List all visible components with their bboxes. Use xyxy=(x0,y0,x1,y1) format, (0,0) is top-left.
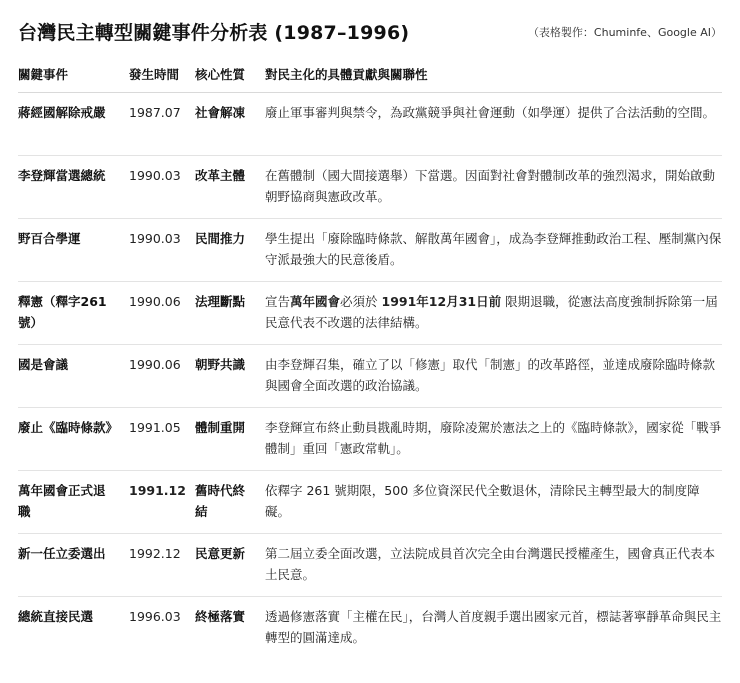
desc-text: 必須於 xyxy=(340,293,382,309)
contribution-cell: 廢止軍事審判與禁令，為政黨競爭與社會運動（如學運）提供了合法活動的空間。 xyxy=(261,92,722,155)
time-cell: 1991.12 xyxy=(129,470,195,533)
header xyxy=(18,14,722,48)
time-cell: 1991.05 xyxy=(129,407,195,470)
event-cell: 釋憲（釋字261號） xyxy=(18,281,129,344)
table-row xyxy=(18,218,722,281)
page-title: 台灣民主轉型關鍵事件分析表 (1987–1996) xyxy=(18,22,410,44)
event-cell: 國是會議 xyxy=(18,344,129,407)
time-cell: 1990.03 xyxy=(129,218,195,281)
event-cell: 廢止《臨時條款》 xyxy=(18,407,129,470)
time-cell: 1996.03 xyxy=(129,608,181,624)
credit-note: （表格製作：Chuminfe、Google AI） xyxy=(527,26,722,39)
nature-cell: 舊時代終結 xyxy=(195,470,261,533)
nature-cell: 法理斷點 xyxy=(195,281,261,344)
time-cell: 1987.07 xyxy=(129,92,195,155)
events-table xyxy=(18,56,722,659)
event-cell: 新一任立委選出 xyxy=(18,533,129,596)
event-cell: 蔣經國解除戒嚴 xyxy=(18,92,129,155)
desc-emphasis: 1991年12月31日前 xyxy=(381,293,502,309)
desc-emphasis: 萬年國會 xyxy=(290,293,341,309)
table-row xyxy=(18,596,722,659)
contribution-cell: 由李登輝召集，確立了以「修憲」取代「制憲」的改革路徑，並達成廢除臨時條款與國會全面改選的政治協議。 xyxy=(261,344,722,407)
nature-cell: 終極落實 xyxy=(195,608,246,624)
table-row xyxy=(18,92,722,155)
contribution-cell: 第二屆立委全面改選，立法院成員首次完全由台灣選民授權產生，國會真正代表本土民意。 xyxy=(261,533,722,596)
nature-cell: 朝野共識 xyxy=(195,344,261,407)
desc-text: 限期退職，從憲法高度強制拆除第一屆民意代表不改選的法律結構。 xyxy=(265,293,718,330)
table-row xyxy=(18,344,722,407)
table-row xyxy=(18,407,722,470)
contribution-cell: 在舊體制（國大間接選舉）下當選。因面對社會對體制改革的強烈渴求，開始啟動朝野協商與憲政改革。 xyxy=(261,155,722,218)
column-header-event: 關鍵事件 xyxy=(18,56,129,92)
column-header-contribution: 對民主化的具體貢獻與關聯性 xyxy=(261,56,722,92)
time-cell: 1990.06 xyxy=(129,344,195,407)
table-header-row xyxy=(18,56,722,92)
table-row xyxy=(18,281,722,344)
event-cell: 總統直接民選 xyxy=(18,608,94,624)
time-cell: 1990.03 xyxy=(129,155,195,218)
event-cell: 野百合學運 xyxy=(18,218,129,281)
contribution-cell: 透過修憲落實「主權在民」，台灣人首度親手選出國家元首，標誌著寧靜革命與民主轉型的圓滿達成。 xyxy=(265,608,722,645)
nature-cell: 社會解凍 xyxy=(195,92,261,155)
contribution-cell: 李登輝宣布終止動員戡亂時期，廢除凌駕於憲法之上的《臨時條款》，國家從「戰爭體制」重回「憲政常軌」。 xyxy=(261,407,722,470)
time-cell: 1992.12 xyxy=(129,533,195,596)
event-cell: 李登輝當選總統 xyxy=(18,155,129,218)
contribution-cell: 依釋字 261 號期限，500 多位資深民代全數退休，清除民主轉型最大的制度障礙。 xyxy=(261,470,722,533)
time-cell: 1990.06 xyxy=(129,281,195,344)
column-header-time: 發生時間 xyxy=(129,56,195,92)
nature-cell: 民意更新 xyxy=(195,533,261,596)
contribution-cell: 學生提出「廢除臨時條款、解散萬年國會」，成為李登輝推動政治工程、壓制黨內保守派最強大的民意後盾。 xyxy=(261,218,722,281)
nature-cell: 改革主體 xyxy=(195,155,261,218)
nature-cell: 體制重開 xyxy=(195,407,261,470)
table-row xyxy=(18,470,722,533)
nature-cell: 民間推力 xyxy=(195,218,261,281)
event-cell: 萬年國會正式退職 xyxy=(18,470,129,533)
table-row xyxy=(18,533,722,596)
column-header-nature: 核心性質 xyxy=(195,56,261,92)
desc-text: 宣告 xyxy=(265,293,291,309)
table-row xyxy=(18,155,722,218)
contribution-cell xyxy=(261,281,722,344)
